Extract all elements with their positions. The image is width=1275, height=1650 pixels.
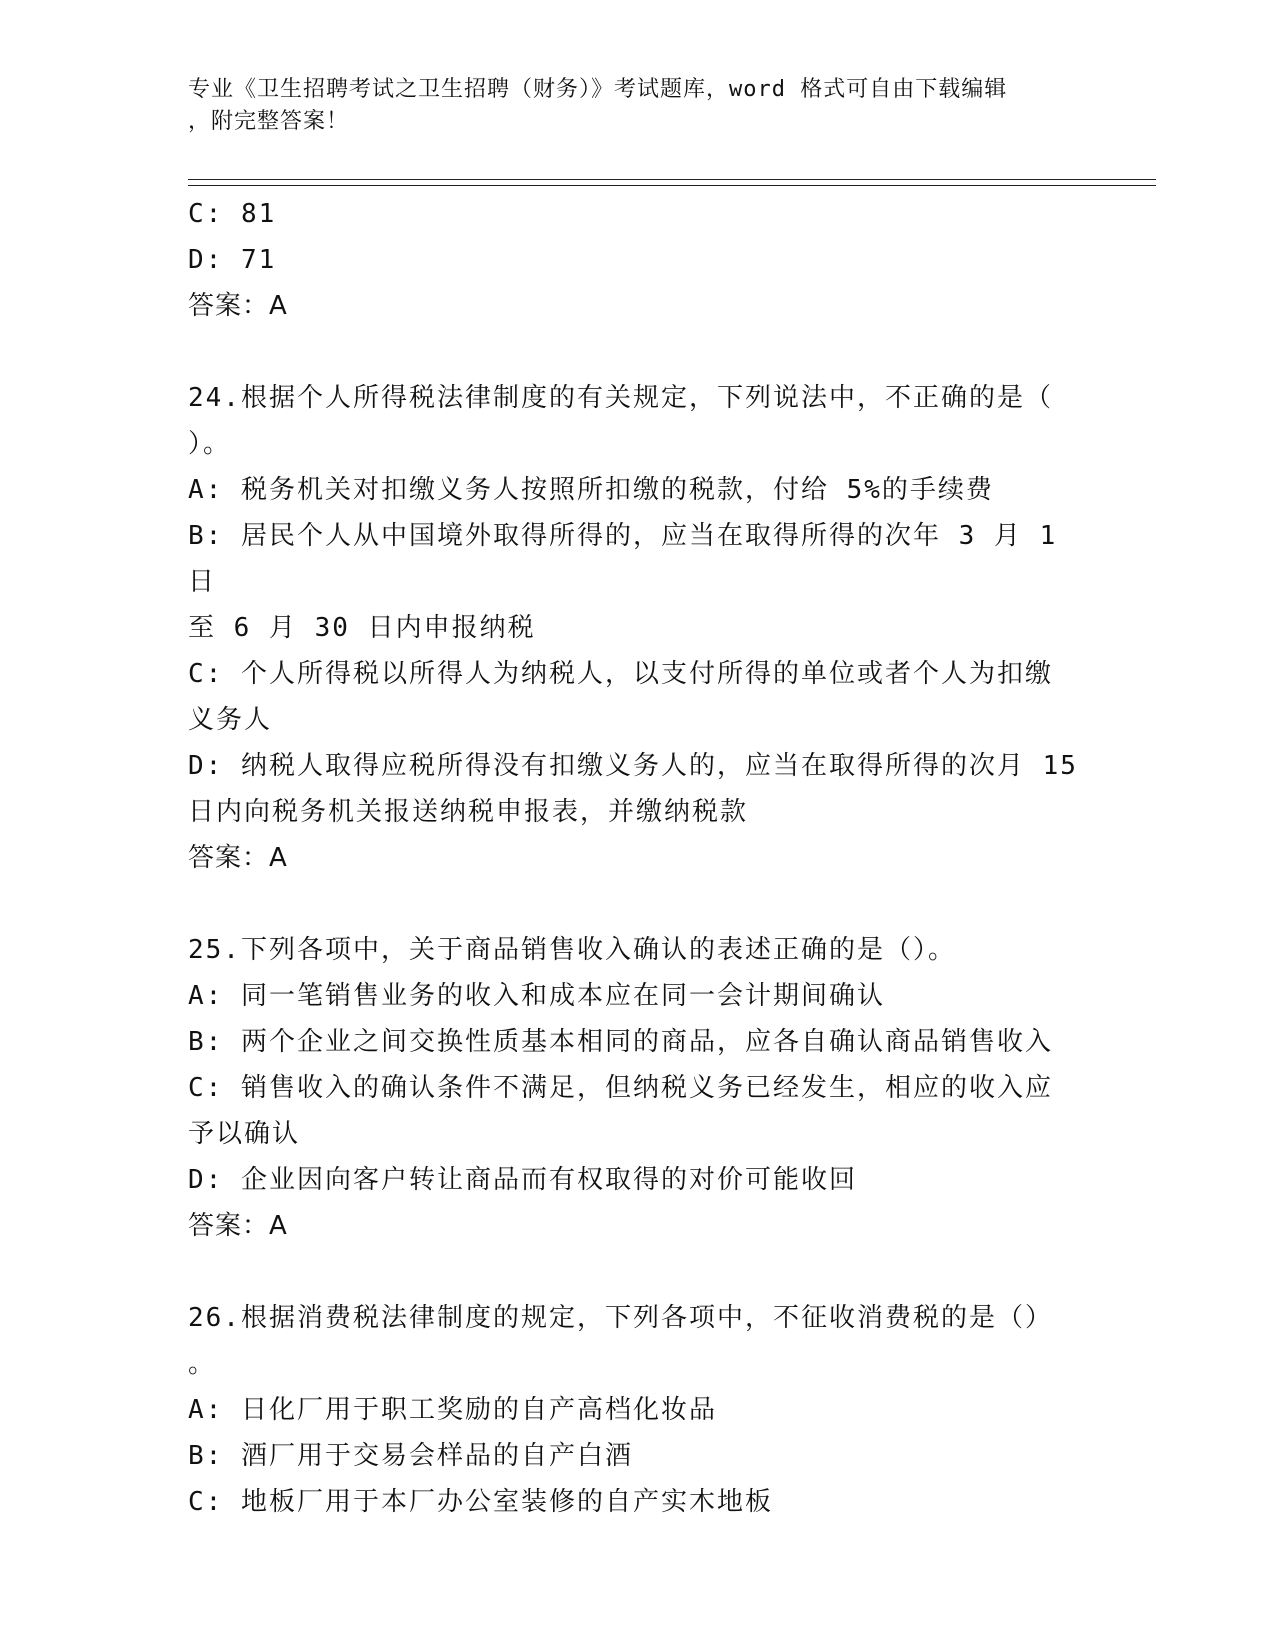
- option-b: B: 酒厂用于交易会样品的自产白酒: [188, 1441, 633, 1471]
- question-23-tail: [188, 191, 1088, 329]
- question-stem-cont: 。: [188, 1349, 217, 1379]
- option-a: A: 税务机关对扣缴义务人按照所扣缴的税款，付给 5%的手续费: [188, 475, 994, 505]
- option-c-cont: 予以确认: [188, 1119, 301, 1149]
- header-line-2: ，附完整答案！: [188, 109, 350, 134]
- question-stem: 26.根据消费税法律制度的规定，下列各项中，不征收消费税的是（）: [188, 1303, 1053, 1333]
- option-a: A: 同一笔销售业务的收入和成本应在同一会计期间确认: [188, 981, 885, 1011]
- answer: 答案：A: [188, 843, 288, 873]
- option-a: A: 日化厂用于职工奖励的自产高档化妆品: [188, 1395, 717, 1425]
- header-divider-bottom: [188, 185, 1156, 186]
- answer: 答案：A: [188, 291, 288, 321]
- question-stem-cont: ）。: [188, 429, 232, 459]
- question-24: [188, 375, 1088, 881]
- question-stem: 25.下列各项中，关于商品销售收入确认的表述正确的是（）。: [188, 935, 956, 965]
- option-b: B: 两个企业之间交换性质基本相同的商品，应各自确认商品销售收入: [188, 1027, 1053, 1057]
- option-d: D: 71: [188, 245, 277, 275]
- document-body: [188, 191, 1088, 1525]
- question-25: [188, 927, 1088, 1249]
- option-d: D: 纳税人取得应税所得没有扣缴义务人的，应当在取得所得的次月 15: [188, 751, 1078, 781]
- option-c: C: 81: [188, 199, 277, 229]
- header-line-1: 专业《卫生招聘考试之卫生招聘（财务）》考试题库，word 格式可自由下载编辑: [188, 77, 1008, 102]
- document-header: [188, 74, 1088, 138]
- option-d: D: 企业因向客户转让商品而有权取得的对价可能收回: [188, 1165, 857, 1195]
- option-d-cont: 日内向税务机关报送纳税申报表，并缴纳税款: [188, 797, 749, 827]
- option-b-cont: 至 6 月 30 日内申报纳税: [188, 613, 536, 643]
- header-divider-top: [188, 179, 1156, 180]
- question-26: [188, 1295, 1088, 1525]
- option-c-cont: 义务人: [188, 705, 273, 735]
- option-b: B: 居民个人从中国境外取得所得的，应当在取得所得的次年 3 月 1 日: [188, 521, 1075, 597]
- answer: 答案：A: [188, 1211, 288, 1241]
- option-c: C: 个人所得税以所得人为纳税人，以支付所得的单位或者个人为扣缴: [188, 659, 1053, 689]
- option-c: C: 地板厂用于本厂办公室装修的自产实木地板: [188, 1487, 773, 1517]
- option-c: C: 销售收入的确认条件不满足，但纳税义务已经发生，相应的收入应: [188, 1073, 1053, 1103]
- question-stem: 24.根据个人所得税法律制度的有关规定，下列说法中，不正确的是（: [188, 383, 1053, 413]
